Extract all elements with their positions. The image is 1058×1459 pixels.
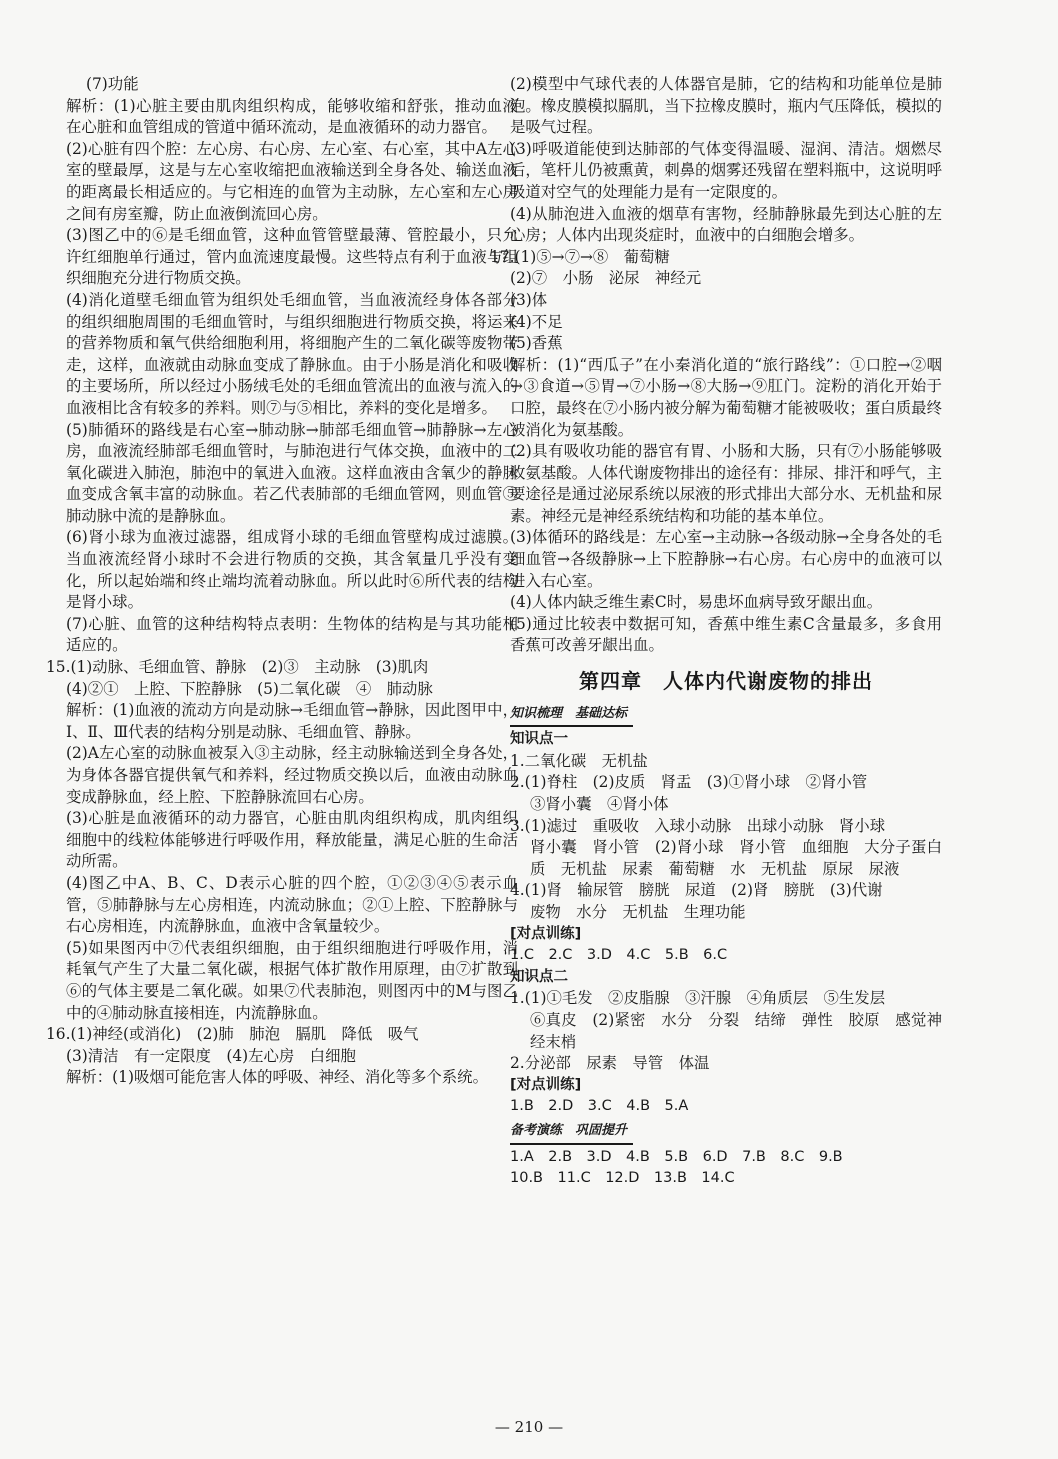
practice-heading: [对点训练]	[510, 925, 582, 942]
knowledge-point-heading: 知识点一	[510, 731, 568, 748]
choice-answers: 10.B 11.C 12.D 13.B 14.C	[510, 1170, 735, 1187]
answer-line-16b: (3)清洁 有一定限度 (4)左心房 白细胞	[66, 1046, 356, 1065]
answer-line-16: 16.(1)神经(或消化) (2)肺 肺泡 膈肌 降低 吸气	[46, 1025, 419, 1044]
explanation-paragraph: (5)肺循环的路线是右心室→肺动脉→肺部毛细血管→肺静脉→左心房，血液流经肺部毛细血管时，与肺泡进行气体交换，血液中的二氧化碳进入肺泡，肺泡中的氧进入血液。这样血液由含氧少的静脉血变成含氧丰富的动脉血。若乙代表肺部的毛细血管网，则血管⑤肺动脉中流的是静脉血。	[66, 420, 518, 525]
page-number: — 210 —	[494, 1418, 564, 1436]
answer-line: ③肾小囊 ④肾小体	[530, 795, 669, 813]
answer-line: 1.二氧化碳 无机盐	[510, 751, 648, 770]
explanation-paragraph: (7)心脏、血管的这种结构特点表明：生物体的结构是与其功能相适应的。	[66, 614, 518, 655]
right-column	[490, 74, 942, 1190]
explanation-paragraph: (3)心脏是血液循环的动力器官，心脏由肌肉组织构成，肌肉组织细胞中的线粒体能够进行呼吸作用，释放能量，满足心脏的生命活动所需。	[66, 809, 518, 871]
answer-line: (4)不足	[510, 312, 563, 331]
explanation-paragraph: (3)呼吸道能使到达肺部的气体变得温暖、湿润、清洁。烟燃尽后，笔杆儿仍被熏黄，刺鼻的烟雾还残留在塑料瓶中，这说明呼吸道对空气的处理能力是有一定限度的。	[510, 139, 942, 201]
explanation-paragraph: (2)A左心室的动脉血被泵入③主动脉，经主动脉输送到全身各处，为身体各器官提供氧气和养料，经过物质交换以后，血液由动脉血变成静脉血，经上腔、下腔静脉流回右心房。	[66, 744, 518, 806]
answer-line: 废物 水分 无机盐 生理功能	[530, 902, 746, 921]
practice-heading: [对点训练]	[510, 1076, 582, 1093]
choice-answers: 1.C 2.C 3.D 4.C 5.B 6.C	[510, 947, 728, 964]
explanation-paragraph: (4)消化道壁毛细血管为组织处毛细血管，当血液流经身体各部分的组织细胞周围的毛细血管时，与组织细胞进行物质交换，将运来的营养物质和氧气供给细胞利用，将细胞产生的二氧化碳等废物带走，这样，血液就由动脉血变成了静脉血。由于小肠是消化和吸收的主要场所，所以经过小肠绒毛处的毛细血管流出的血液与流入的血液相比含有较多的养料。则⑦与⑤相比，养料的变化是增多。	[66, 290, 518, 417]
explanation-paragraph: 解析：(1)吸烟可能危害人体的呼吸、神经、消化等多个系统。	[66, 1068, 488, 1087]
answer-line: 4.(1)肾 输尿管 膀胱 尿道 (2)肾 膀胱 (3)代谢	[510, 881, 883, 900]
section-heading: 备考演练 巩固提升	[510, 1120, 633, 1145]
answer-line: 2.(1)脊柱 (2)皮质 肾盂 (3)①肾小球 ②肾小管	[510, 773, 868, 792]
answer-line-15: 15.(1)动脉、毛细血管、静脉 (2)③ 主动脉 (3)肌肉	[46, 658, 429, 677]
explanation-paragraph: 解析：(1)心脏主要由肌肉组织构成，能够收缩和舒张，推动血液在心脏和血管组成的管道中循环流动，是血液循环的动力器官。	[66, 96, 518, 137]
answer-line: 3.(1)滤过 重吸收 入球小动脉 出球小动脉 肾小球	[510, 816, 886, 835]
section-heading: 知识梳理 基础达标	[510, 703, 633, 728]
answer-line: (5)香蕉	[510, 334, 563, 353]
explanation-paragraph: 解析：(1)“西瓜子”在小秦消化道的“旅行路线”：①口腔→②咽→③食道→⑤胃→⑦小肠→⑧大肠→⑨肛门。淀粉的消化开始于口腔，最终在⑦小肠内被分解为葡萄糖才能被吸收；蛋白质最终被消化为氨基酸。	[510, 355, 942, 439]
explanation-paragraph: (6)肾小球为血液过滤器，组成肾小球的毛细血管壁构成过滤膜。当血液流经肾小球时不会进行物质的交换，其含氧量几乎没有变化，所以起始端和终止端均流着动脉血。所以此时⑥所代表的结构是肾小球。	[66, 528, 518, 612]
explanation-paragraph: (3)体循环的路线是：左心室→主动脉→各级动脉→全身各处的毛细血管→各级静脉→上下腔静脉→右心房。右心房中的血液可以进入右心室。	[510, 528, 942, 590]
answer-line: 1.(1)①毛发 ②皮脂腺 ③汗腺 ④角质层 ⑤生发层	[510, 989, 886, 1008]
answer-line-17: 17.(1)⑤→⑦→⑧ 葡萄糖	[490, 247, 670, 266]
answer-line: (3)体	[510, 290, 548, 309]
explanation-paragraph: (4)人体内缺乏维生素C时，易患坏血病导致牙龈出血。	[510, 593, 883, 612]
explanation-paragraph: (2)具有吸收功能的器官有胃、小肠和大肠，只有⑦小肠能够吸收氨基酸。人体代谢废物排出的途径有：排尿、排汗和呼气，主要途径是通过泌尿系统以尿液的形式排出大部分水、无机盐和尿素。神经元是神经系统结构和功能的基本单位。	[510, 442, 942, 525]
explanation-paragraph: (5)如果图丙中⑦代表组织细胞，由于组织细胞进行呼吸作用，消耗氧气产生了大量二氧化碳，根据气体扩散作用原理，由⑦扩散到⑥的气体主要是二氧化碳。如果⑦代表肺泡，则图丙中的M与图乙中的④肺动脉直接相连，内流静脉血。	[66, 938, 518, 1022]
answer-line: 2.分泌部 尿素 导管 体温	[510, 1054, 710, 1073]
knowledge-point-heading: 知识点二	[510, 968, 568, 985]
explanation-paragraph: 解析：(1)血液的流动方向是动脉→毛细血管→静脉，因此图甲中，Ⅰ、Ⅱ、Ⅲ代表的结构分别是动脉、毛细血管、静脉。	[66, 701, 518, 741]
answer-line: (7)功能	[86, 75, 139, 93]
explanation-paragraph: (2)心脏有四个腔：左心房、右心房、左心室、右心室，其中A左心室的壁最厚，这是与左心室收缩把血液输送到全身各处、输送血液的距离最长相适应的。与它相连的血管为主动脉，左心室和左心房之间有房室瓣，防止血液倒流回心房。	[66, 139, 518, 223]
chapter-title: 第四章 人体内代谢废物的排出	[579, 669, 873, 694]
explanation-paragraph: (4)从肺泡进入血液的烟草有害物，经肺静脉最先到达心脏的左心房；人体内出现炎症时，血液中的白细胞会增多。	[510, 204, 942, 245]
explanation-paragraph: (5)通过比较表中数据可知，香蕉中维生素C含量最多，多食用香蕉可改善牙龈出血。	[510, 614, 942, 655]
explanation-paragraph: (4)图乙中A、B、C、D表示心脏的四个腔，①②③④⑤表示血管，⑤肺静脉与左心房相连，内流动脉血；②①上腔、下腔静脉与右心房相连，内流静脉血，血液中含氧量较少。	[66, 873, 518, 936]
left-column	[46, 74, 518, 1089]
answer-line-15b: (4)②① 上腔、下腔静脉 (5)二氧化碳 ④ 肺动脉	[66, 679, 433, 698]
answer-line: 肾小囊 肾小管 (2)肾小球 肾小管 血细胞 大分子蛋白质 无机盐 尿素 葡萄糖 水 无机盐 原尿 尿液	[530, 838, 942, 878]
explanation-paragraph: (3)图乙中的⑥是毛细血管，这种血管管壁最薄、管腔最小，只允许红细胞单行通过，管内血流速度最慢。这些特点有利于血液与组织细胞充分进行物质交换。	[66, 226, 518, 288]
answer-line: (2)⑦ 小肠 泌尿 神经元	[510, 269, 702, 288]
explanation-paragraph: (2)模型中气球代表的人体器官是肺，它的结构和功能单位是肺泡。橡皮膜模拟膈肌，当下拉橡皮膜时，瓶内气压降低，模拟的是吸气过程。	[510, 75, 942, 137]
choice-answers: 1.B 2.D 3.C 4.B 5.A	[510, 1098, 689, 1115]
answer-line: ⑥真皮 (2)紧密 水分 分裂 结缔 弹性 胶原 感觉神经末梢	[530, 1010, 942, 1051]
choice-answers: 1.A 2.B 3.D 4.B 5.B 6.D 7.B 8.C 9.B	[510, 1148, 843, 1165]
